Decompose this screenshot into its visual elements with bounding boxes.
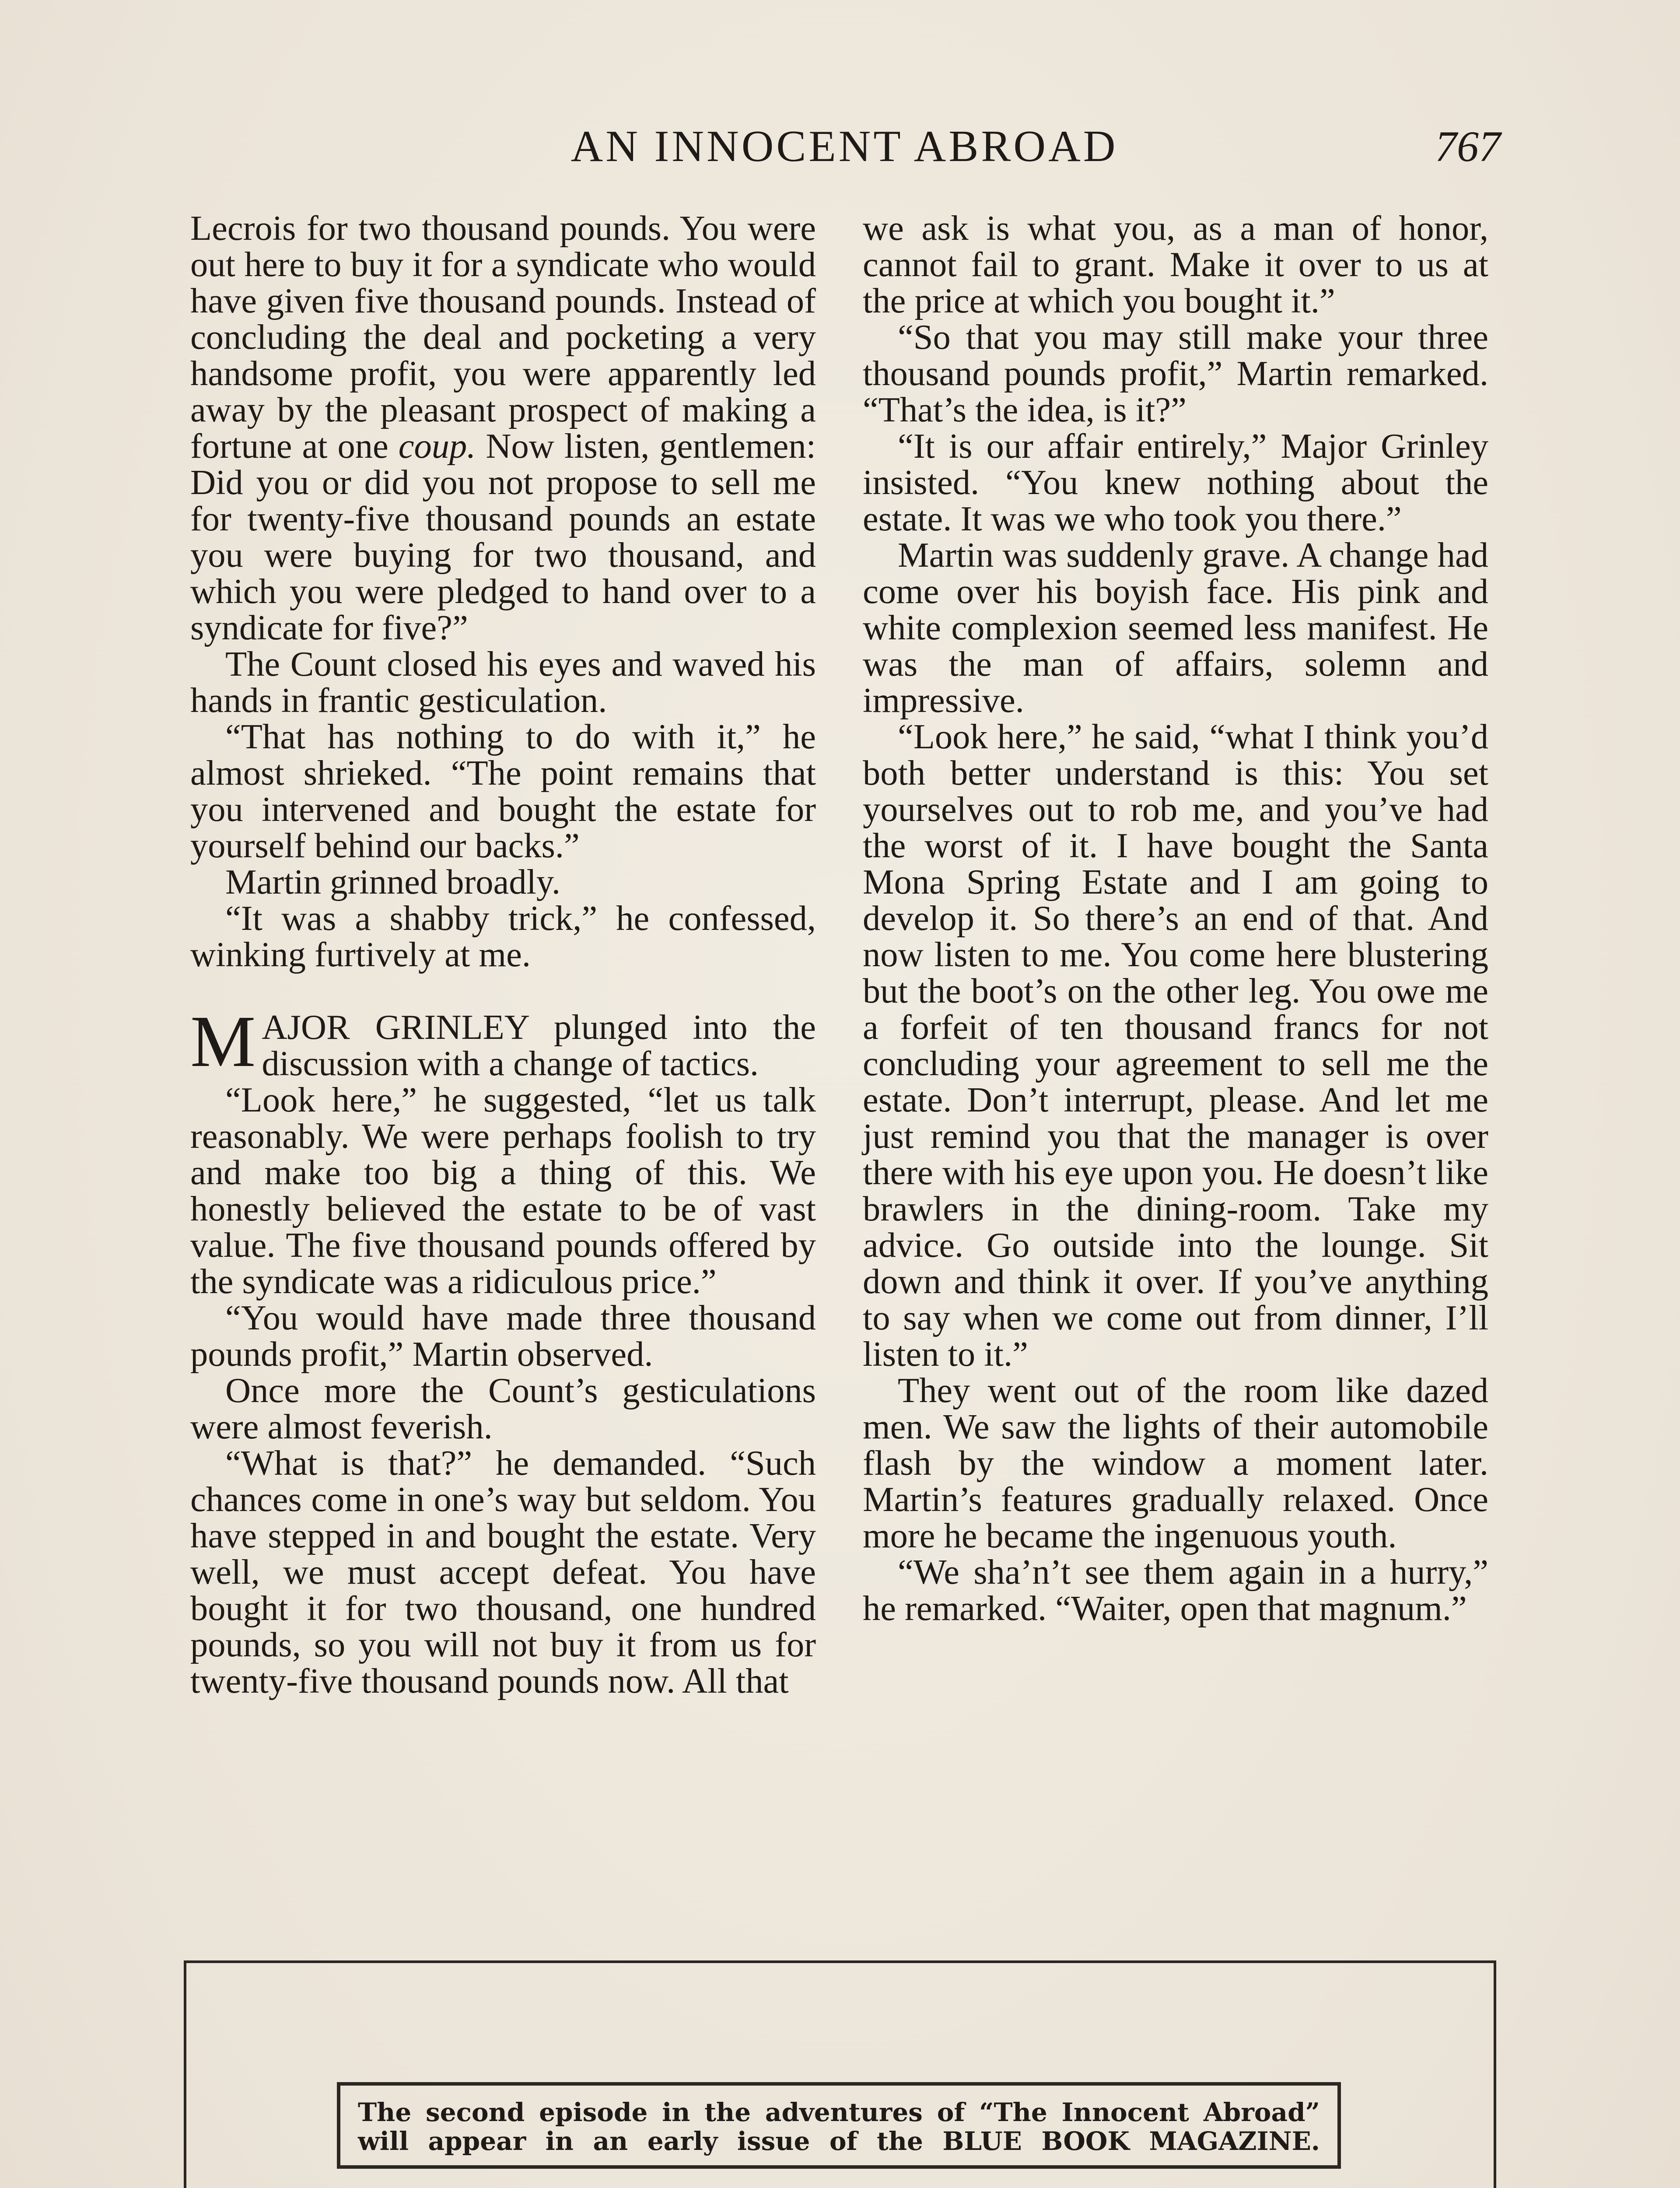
paragraph: “That has nothing to do with it,” he almost shrieked. “The point remains that you intervened and bought the estate for yourself behind our backs.”	[190, 717, 816, 865]
paragraph: we ask is what you, as a man of honor, cannot fail to grant. Make it over to us at the price at which you bought it.”	[863, 209, 1488, 320]
paragraph: “It was a shabby trick,” he confessed, winking furtively at me.	[190, 899, 816, 974]
page-header	[188, 118, 1501, 175]
paragraph: “So that you may still make your three thousand pounds profit,” Martin remarked. “That’s the idea, is it?”	[863, 318, 1488, 429]
page-number: 767	[1435, 122, 1501, 171]
paragraph: Martin grinned broadly.	[225, 863, 561, 901]
right-column	[863, 210, 1488, 1627]
paragraph: “We sha’n’t see them again in a hurry,” he remarked. “Waiter, open that magnum.”	[863, 1553, 1488, 1628]
paragraph: The Count closed his eyes and waved his hands in frantic gesticulation.	[190, 645, 816, 720]
paragraph: “It is our affair entirely,” Major Grinley insisted. “You knew nothing about the estate. It was we who took you there.”	[863, 427, 1488, 538]
section-opening-paragraph: MAJOR GRINLEY plunged into the discussion with a change of tactics.	[190, 1001, 816, 1083]
paragraph: “You would have made three thousand pounds profit,” Martin observed.	[190, 1298, 816, 1374]
left-column	[190, 210, 816, 1699]
paragraph: “Look here,” he suggested, “let us talk reasonably. We were perhaps foolish to try and make too big a thing of this. We honestly believed the estate to be of vast value. The five thousand pounds offered by the syndicate was a ridiculous price.”	[190, 1080, 816, 1301]
paragraph: Once more the Count’s gesticulations were almost feverish.	[190, 1371, 816, 1446]
paragraph: Lecrois for two thousand pounds. You were out here to buy it for a syndicate who would have given five thousand pounds. Instead of concluding the deal and pocketing a very handsome profit, you were apparently led away by the pleasant prospect of making a fortune at one coup. Now listen, gentlemen: Did you or did you not propose to sell me for twenty-five thousand pounds an estate you were buying for two thousand, and which you were pledged to hand over to a syndicate for five?”	[190, 209, 816, 647]
paragraph: “Look here,” he said, “what I think you’d both better understand is this: You set yourselves out to rob me, and you’ve had the worst of it. I have bought the Santa Mona Spring Estate and I am going to develop it. So there’s an end of that. And now listen to me. You come here blustering but the boot’s on the other leg. You owe me a forfeit of ten thousand francs for not concluding your agreement to sell me the estate. Don’t interrupt, please. And let me just remind you that the manager is over there with his eye upon you. He doesn’t like brawlers in the dining-room. Take my advice. Go outside into the lounge. Sit down and think it over. If you’ve anything to say when we come out from dinner, I’ll listen to it.”	[863, 717, 1488, 1374]
paragraph: They went out of the room like dazed men. We saw the lights of their automobile flash by the window a moment later. Martin’s features gradually relaxed. Once more he became the ingenuous youth.	[863, 1371, 1488, 1555]
notice-line: will appear in an early issue of the BLUE BOOK MAGAZINE.	[358, 2126, 1320, 2156]
drop-cap: M	[190, 1001, 256, 1082]
running-title: AN INNOCENT ABROAD	[570, 122, 1118, 171]
paragraph: Martin was suddenly grave. A change had come over his boyish face. His pink and white complexion seemed less manifest. He was the man of affairs, solemn and impressive.	[863, 536, 1488, 720]
paragraph: “What is that?” he demanded. “Such chances come in one’s way but seldom. You have stepped in and bought the estate. Very well, we must accept defeat. You have bought it for two thousand, one hundred pounds, so you will not buy it from us for twenty-five thousand pounds now. All that	[190, 1444, 816, 1701]
next-episode-notice	[337, 2082, 1341, 2169]
notice-line: The second episode in the adventures of “The Innocent Abroad”	[358, 2097, 1320, 2127]
